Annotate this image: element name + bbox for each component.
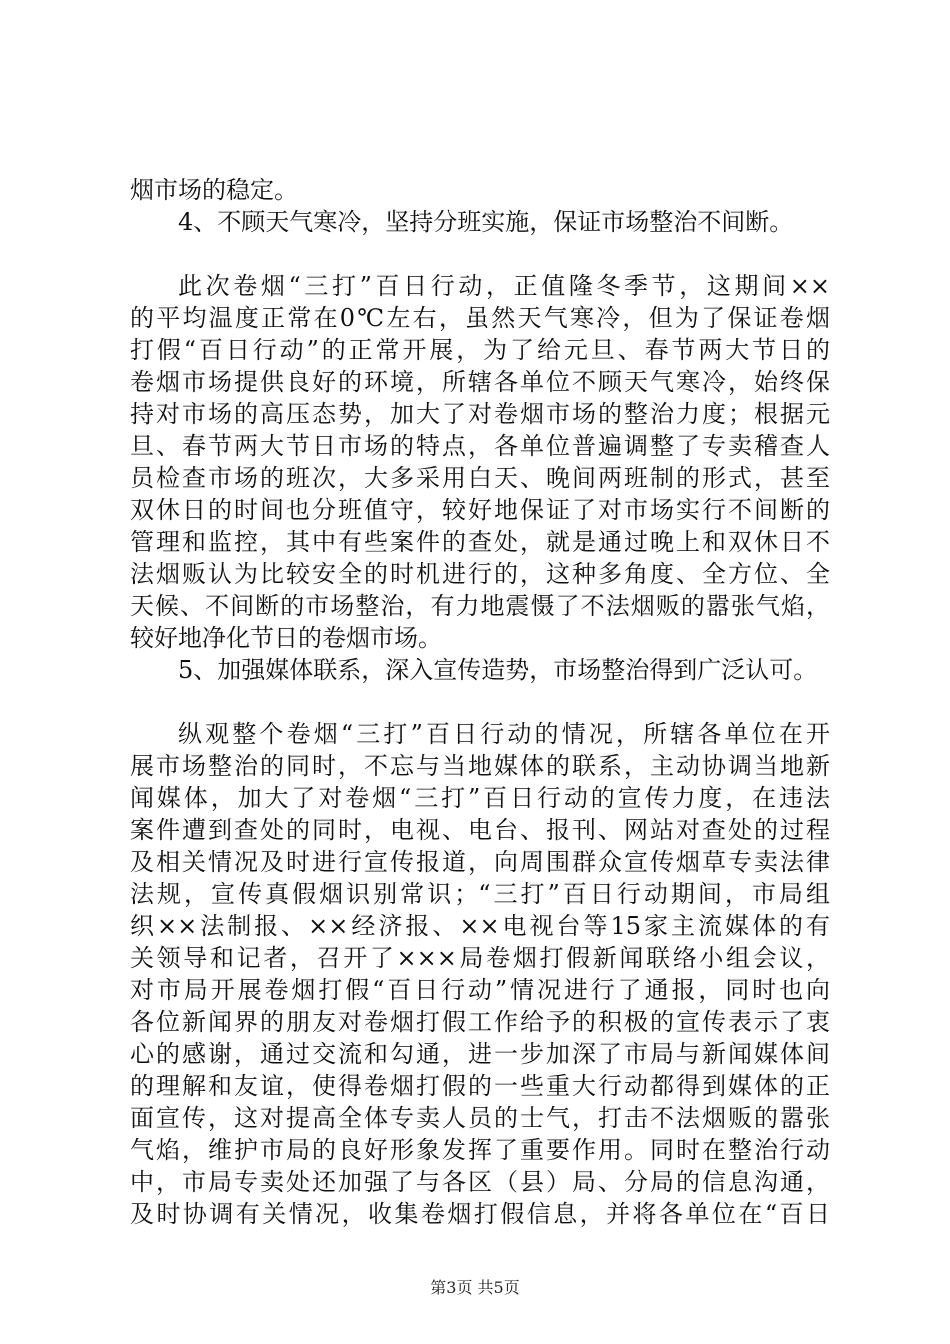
section-heading: 5、加强媒体联系，深入宣传造势，市场整治得到广泛认可。 — [178, 656, 818, 684]
paragraph-line: 烟市场的稳定。 — [130, 176, 298, 204]
paragraph-line: 双休日的时间也分班值守，较好地保证了对市场实行不间断的 — [130, 496, 830, 524]
document-body — [130, 174, 830, 1230]
paragraph-line: 较好地净化节日的卷烟市场。 — [130, 624, 442, 652]
paragraph-line: 天候、不间断的市场整治，有力地震慑了不法烟贩的嚣张气焰， — [130, 592, 830, 620]
paragraph-line: 卷烟市场提供良好的环境，所辖各单位不顾天气寒冷，始终保 — [130, 368, 830, 396]
paragraph-line: 持对市场的高压态势，加大了对卷烟市场的整治力度；根据元 — [130, 400, 830, 428]
paragraph-line: 纵观整个卷烟“三打”百日行动的情况，所辖各单位在开 — [178, 720, 830, 748]
paragraph-line: 展市场整治的同时，不忘与当地媒体的联系，主动协调当地新 — [130, 752, 830, 780]
paragraph-line: 各位新闻界的朋友对卷烟打假工作给予的积极的宣传表示了衷 — [130, 1008, 830, 1036]
paragraph-line: 打假“百日行动”的正常开展，为了给元旦、春节两大节日的 — [130, 336, 830, 364]
paragraph-line: 员检查市场的班次，大多采用白天、晚间两班制的形式，甚至 — [130, 464, 830, 492]
paragraph-line: 中，市局专卖处还加强了与各区（县）局、分局的信息沟通， — [130, 1168, 830, 1196]
paragraph-line: 此次卷烟“三打”百日行动，正值隆冬季节，这期间×× — [178, 272, 830, 300]
paragraph-line: 旦、春节两大节日市场的特点，各单位普遍调整了专卖稽查人 — [130, 432, 830, 460]
paragraph-line: 的平均温度正常在0℃左右，虽然天气寒冷，但为了保证卷烟 — [130, 304, 830, 332]
section-heading: 4、不顾天气寒冷，坚持分班实施，保证市场整治不间断。 — [178, 208, 794, 236]
paragraph-line: 管理和监控，其中有些案件的查处，就是通过晚上和双休日不 — [130, 528, 830, 556]
paragraph-line: 及时协调有关情况，收集卷烟打假信息，并将各单位在“百日 — [130, 1200, 830, 1228]
paragraph-gap — [130, 238, 830, 270]
paragraph-line: 关领导和记者，召开了×××局卷烟打假新闻联络小组会议， — [130, 944, 830, 972]
paragraph-line: 闻媒体，加大了对卷烟“三打”百日行动的宣传力度，在违法 — [130, 784, 830, 812]
paragraph-line: 法规，宣传真假烟识别常识；“三打”百日行动期间，市局组 — [130, 880, 830, 908]
page-number-footer: 第3页 共5页 — [430, 1278, 520, 1297]
paragraph-line: 对市局开展卷烟打假“百日行动”情况进行了通报，同时也向 — [130, 976, 830, 1004]
paragraph-line: 的理解和友谊，使得卷烟打假的一些重大行动都得到媒体的正 — [130, 1072, 830, 1100]
paragraph-line: 法烟贩认为比较安全的时机进行的，这种多角度、全方位、全 — [130, 560, 830, 588]
paragraph-line: 案件遭到查处的同时，电视、电台、报刊、网站对查处的过程 — [130, 816, 830, 844]
paragraph-gap — [130, 686, 830, 718]
paragraph-line: 面宣传，这对提高全体专卖人员的士气，打击不法烟贩的嚣张 — [130, 1104, 830, 1132]
paragraph-line: 及相关情况及时进行宣传报道，向周围群众宣传烟草专卖法律 — [130, 848, 830, 876]
paragraph-line: 心的感谢，通过交流和勾通，进一步加深了市局与新闻媒体间 — [130, 1040, 830, 1068]
paragraph-line: 气焰，维护市局的良好形象发挥了重要作用。同时在整治行动 — [130, 1136, 830, 1164]
paragraph-line: 织××法制报、××经济报、××电视台等15家主流媒体的有 — [130, 912, 830, 940]
